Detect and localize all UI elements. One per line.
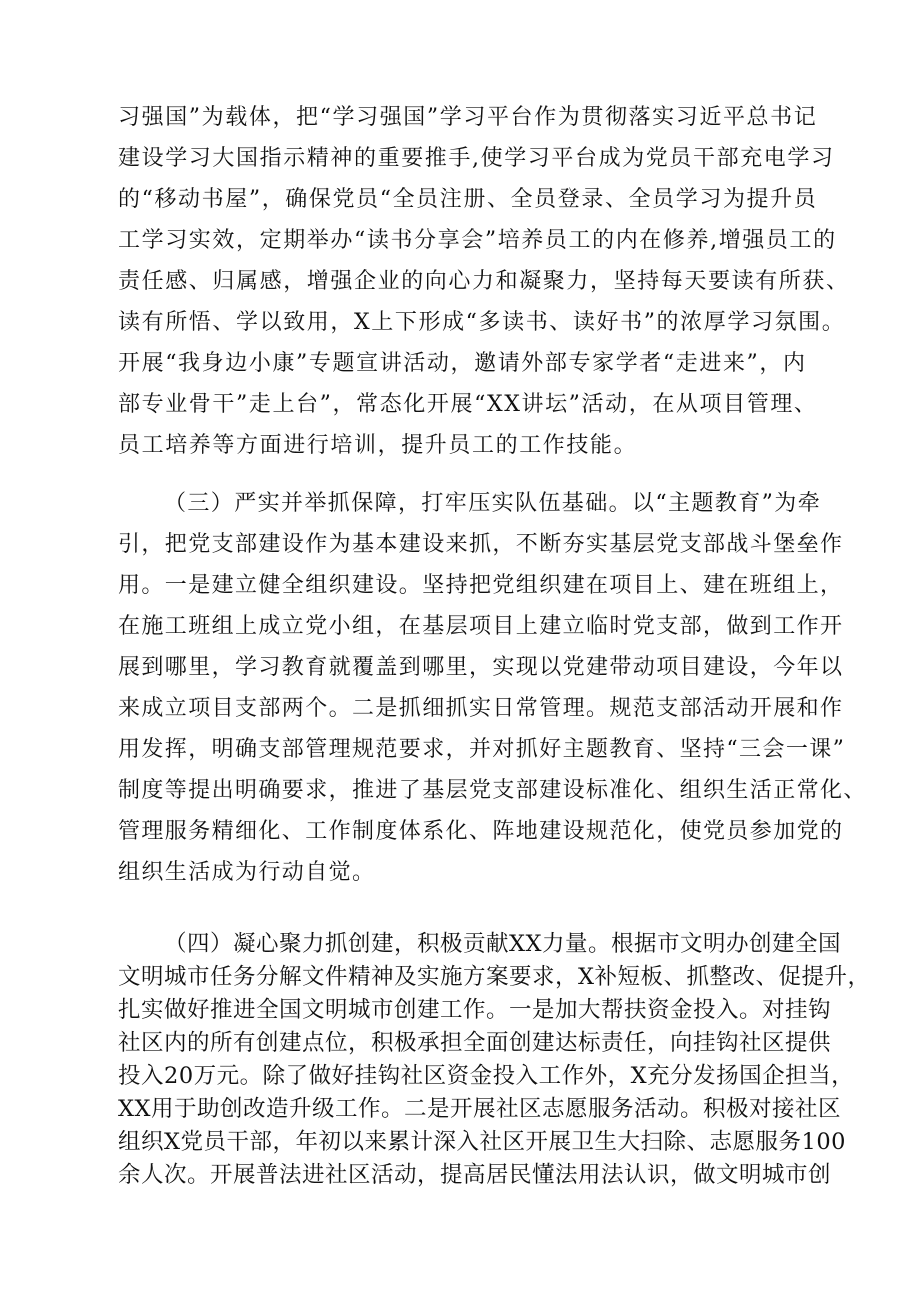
- text-line: 管理服务精细化、工作制度体系化、阵地建设规范化，使党员参加党的: [118, 819, 844, 844]
- text-line: 部专业骨干”走上台”，常态化开展“XX讲坛”活动，在从项目管理、: [118, 392, 818, 417]
- text-line: 组织生活成为行动自觉。: [118, 860, 376, 885]
- text-line: 组织X党员干部，年初以来累计深入社区开展卫生大扫除、志愿服务100: [118, 1129, 846, 1155]
- text-line: 用发挥，明确支部管理规范要求，并对抓好主题教育、坚持“三会一课”: [118, 737, 846, 762]
- text-line: XX用于助创改造升级工作。二是开展社区志愿服务活动。积极对接社区: [118, 1096, 842, 1122]
- text-line: 责任感、归属感，增强企业的向心力和凝聚力，坚持每天要读有所获、: [118, 269, 850, 294]
- text-line: 在施工班组上成立党小组，在基层项目上建立临时党支部，做到工作开: [118, 614, 844, 639]
- text-line: 社区内的所有创建点位，积极承担全面创建达标责任，向挂钩社区提供: [118, 1030, 832, 1056]
- text-line: 的“移动书屋”，确保党员“全员注册、全员登录、全员学习为提升员: [118, 187, 818, 212]
- text-line: 用。一是建立健全组织建设。坚持把党组织建在项目上、建在班组上，: [118, 573, 844, 598]
- text-line: 读有所悟、学以致用，X上下形成“多读书、读好书”的浓厚学习氛围。: [118, 310, 846, 335]
- text-line: 建设学习大国指示精神的重要推手,使学习平台成为党员干部充电学习: [118, 146, 835, 171]
- text-line: 来成立项目支部两个。二是抓细抓实日常管理。规范支部活动开展和作: [118, 696, 844, 721]
- text-line: 文明城市任务分解文件精神及实施方案要求，X补短板、抓整改、促提升，: [118, 964, 871, 990]
- text-line: 投入20万元。除了做好挂钩社区资金投入工作外，X充分发扬国企担当，: [118, 1063, 855, 1089]
- paragraph-heading-line: （四）凝心聚力抓创建，积极贡献XX力量。根据市文明办创建全国: [164, 931, 842, 957]
- text-line: 工学习实效，定期举办“读书分享会”培养员工的内在修养,增强员工的: [118, 228, 837, 253]
- text-line: 展到哪里，学习教育就覆盖到哪里，实现以党建带动项目建设，今年以: [118, 655, 844, 680]
- text-line: 引，把党支部建设作为基本建设来抓，不断夯实基层党支部战斗堡垒作: [118, 532, 844, 557]
- text-line: 扎实做好推进全国文明城市创建工作。一是加大帮扶资金投入。对挂钩: [118, 997, 832, 1023]
- text-line: 员工培养等方面进行培训，提升员工的工作技能。: [118, 433, 638, 458]
- paragraph-heading-line: （三）严实并举抓保障，打牢压实队伍基础。以“主题教育”为牵: [164, 491, 822, 516]
- text-line: 习强国”为载体，把“学习强国”学习平台作为贯彻落实习近平总书记: [118, 105, 818, 130]
- text-line: 制度等提出明确要求，推进了基层党支部建设标准化、组织生活正常化、: [118, 778, 867, 803]
- text-line: 余人次。开展普法进社区活动，提高居民懂法用法认识，做文明城市创: [118, 1162, 832, 1188]
- text-line: 开展“我身边小康”专题宣讲活动，邀请外部专家学者“走进来”，内: [118, 351, 807, 376]
